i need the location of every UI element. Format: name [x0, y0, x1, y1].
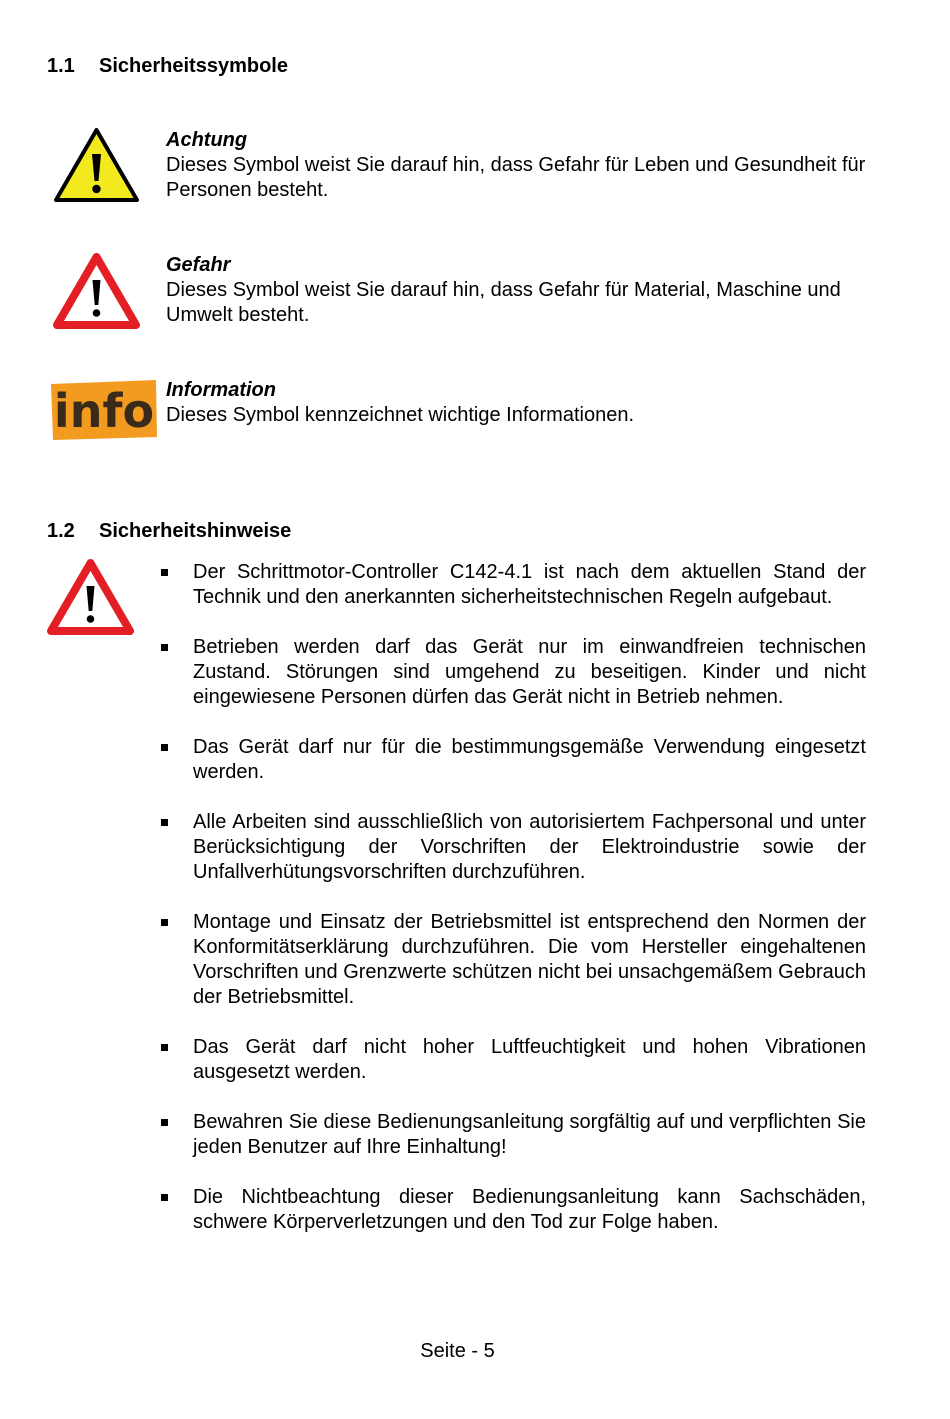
symbol-title: Information	[166, 379, 276, 401]
symbol-entry-information	[166, 378, 866, 428]
symbol-entry-gefahr	[166, 253, 866, 328]
warning-triangle-red-icon	[52, 252, 141, 330]
list-item-text: Die Nichtbeachtung dieser Bedienungsanleitung kann Sachschäden, schwere Körperverletzungen und den Tod zur Folge haben.	[193, 1186, 866, 1233]
warning-triangle-red-icon	[46, 558, 135, 636]
list-item-text: Der Schrittmotor-Controller C142-4.1 ist nach dem aktuellen Stand der Technik und den anerkannten sicherheitstechnischen Regeln aufgebaut.	[193, 561, 866, 608]
symbol-title: Achtung	[166, 129, 248, 151]
page-number: Seite - 5	[420, 1340, 495, 1362]
bullet-marker	[161, 919, 168, 926]
symbol-entry-achtung	[166, 128, 866, 203]
symbol-description: Dieses Symbol kennzeichnet wichtige Informationen.	[166, 404, 635, 426]
section-heading-1-1	[47, 54, 288, 78]
list-item	[160, 560, 866, 610]
bullet-marker	[161, 644, 168, 651]
list-item	[160, 735, 866, 785]
warning-triangle-yellow-icon	[52, 126, 141, 204]
bullet-marker	[161, 744, 168, 751]
list-item	[160, 810, 866, 885]
section-heading-1-2	[47, 519, 291, 543]
symbol-description: Dieses Symbol weist Sie darauf hin, dass Gefahr für Leben und Gesundheit für Personen besteht.	[166, 154, 866, 201]
section-title: Sicherheitssymbole	[99, 55, 288, 77]
symbol-title: Gefahr	[166, 254, 231, 276]
info-icon	[50, 379, 158, 441]
list-item-text: Alle Arbeiten sind ausschließlich von autorisiertem Fachpersonal und unter Berücksichtigung der Vorschriften der Elektroindustrie sowie der Unfallverhütungsvorschriften durchzuführen.	[193, 811, 866, 883]
info-icon-text: info	[53, 384, 155, 438]
list-item	[160, 910, 866, 1010]
list-item-text: Betrieben werden darf das Gerät nur im einwandfreien technischen Zustand. Störungen sind umgehend zu beseitigen. Kinder und nicht eingewiesene Personen dürfen das Gerät nicht in Betrieb nehmen.	[193, 636, 866, 708]
safety-notes-list	[160, 560, 866, 1260]
list-item	[160, 635, 866, 710]
list-item-text: Bewahren Sie diese Bedienungsanleitung sorgfältig auf und verpflichten Sie jeden Benutzer auf Ihre Einhaltung!	[193, 1111, 866, 1158]
bullet-marker	[161, 1044, 168, 1051]
section-number: 1.2	[47, 520, 75, 542]
symbol-description: Dieses Symbol weist Sie darauf hin, dass Gefahr für Material, Maschine und Umwelt besteht.	[166, 279, 841, 326]
list-item-text: Das Gerät darf nicht hoher Luftfeuchtigkeit und hohen Vibrationen ausgesetzt werden.	[193, 1036, 866, 1083]
list-item-text: Montage und Einsatz der Betriebsmittel ist entsprechend den Normen der Konformitätserklärung durchzuführen. Die vom Hersteller eingehaltenen Vorschriften und Grenzwerte schützen nicht bei unsachgemäßem Gebrauch der Betriebsmittel.	[193, 911, 866, 1008]
bullet-marker	[161, 1119, 168, 1126]
bullet-marker	[161, 819, 168, 826]
bullet-marker	[161, 569, 168, 576]
section-number: 1.1	[47, 55, 75, 77]
section-title: Sicherheitshinweise	[99, 520, 292, 542]
list-item	[160, 1035, 866, 1085]
list-item	[160, 1185, 866, 1235]
bullet-marker	[161, 1194, 168, 1201]
list-item	[160, 1110, 866, 1160]
list-item-text: Das Gerät darf nur für die bestimmungsgemäße Verwendung eingesetzt werden.	[193, 736, 866, 783]
